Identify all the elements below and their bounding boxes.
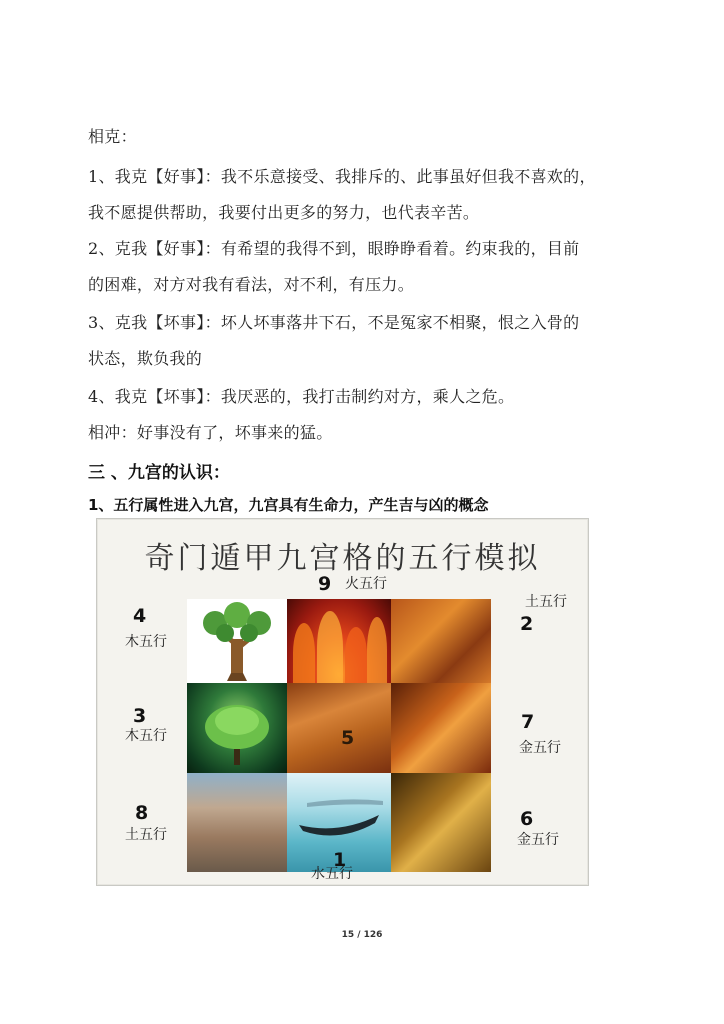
palace-5-number: 5 — [341, 727, 355, 749]
sub-heading: 1、五行属性进入九宫，九宫具有生命力，产生吉与凶的概念 — [88, 496, 489, 514]
text-line-4: 2、克我【好事】：有希望的我得不到，眼睁睁看着。约束我的，目前 — [88, 239, 580, 258]
palace-2-number: 2 — [520, 613, 534, 635]
palace-8-element: 土五行 — [125, 827, 167, 843]
palace-6-number: 6 — [520, 808, 534, 830]
text-line-1: 相克： — [88, 127, 137, 146]
text-line-7: 状态，欺负我的 — [88, 349, 203, 368]
palace-2-earth-image — [391, 599, 491, 683]
text-line-5: 的困难，对方对我有看法，对不利，有压力。 — [88, 275, 415, 294]
palace-2-element: 土五行 — [525, 594, 567, 610]
palace-4-tree-image — [187, 599, 287, 683]
palace-8-earth-image — [187, 773, 287, 872]
palace-1-number: 1 — [333, 849, 347, 871]
text-line-6: 3、克我【坏事】：坏人坏事落井下石，不是冤家不相聚，恨之入骨的 — [88, 313, 580, 332]
palace-3-number: 3 — [133, 705, 147, 727]
palace-8-number: 8 — [135, 802, 149, 824]
palace-5-center-image — [287, 683, 391, 773]
palace-6-metal-image — [391, 773, 491, 872]
palace-4-element: 木五行 — [125, 634, 167, 650]
palace-7-metal-image — [391, 683, 491, 773]
section-heading: 三 、九宫的认识： — [88, 463, 230, 483]
text-line-2: 1、我克【好事】：我不乐意接受、我排斥的、此事虽好但我不喜欢的， — [88, 167, 596, 186]
palace-grid — [187, 599, 491, 872]
palace-7-number: 7 — [521, 711, 535, 733]
tree-icon — [187, 599, 287, 683]
palace-9-number: 9 — [318, 573, 332, 595]
palace-6-element: 金五行 — [517, 832, 559, 848]
text-line-3: 我不愿提供帮助，我要付出更多的努力，也代表辛苦。 — [88, 203, 480, 222]
text-line-9: 相冲：好事没有了，坏事来的猛。 — [88, 423, 333, 442]
palace-3-element: 木五行 — [125, 728, 167, 744]
page-number: 15 / 126 — [341, 930, 383, 940]
palace-3-wood-image — [187, 683, 287, 773]
palace-9-fire-image — [287, 599, 391, 683]
palace-9-element: 火五行 — [345, 576, 387, 592]
tree-icon — [187, 683, 287, 773]
palace-4-number: 4 — [133, 605, 147, 627]
palace-1-element: 水五行 — [311, 866, 353, 882]
text-line-8: 4、我克【坏事】：我厌恶的，我打击制约对方，乘人之危。 — [88, 387, 515, 406]
figure-title: 奇门遁甲九宫格的五行模拟 — [144, 541, 541, 576]
palace-7-element: 金五行 — [519, 740, 561, 756]
nine-palace-figure — [96, 518, 589, 886]
